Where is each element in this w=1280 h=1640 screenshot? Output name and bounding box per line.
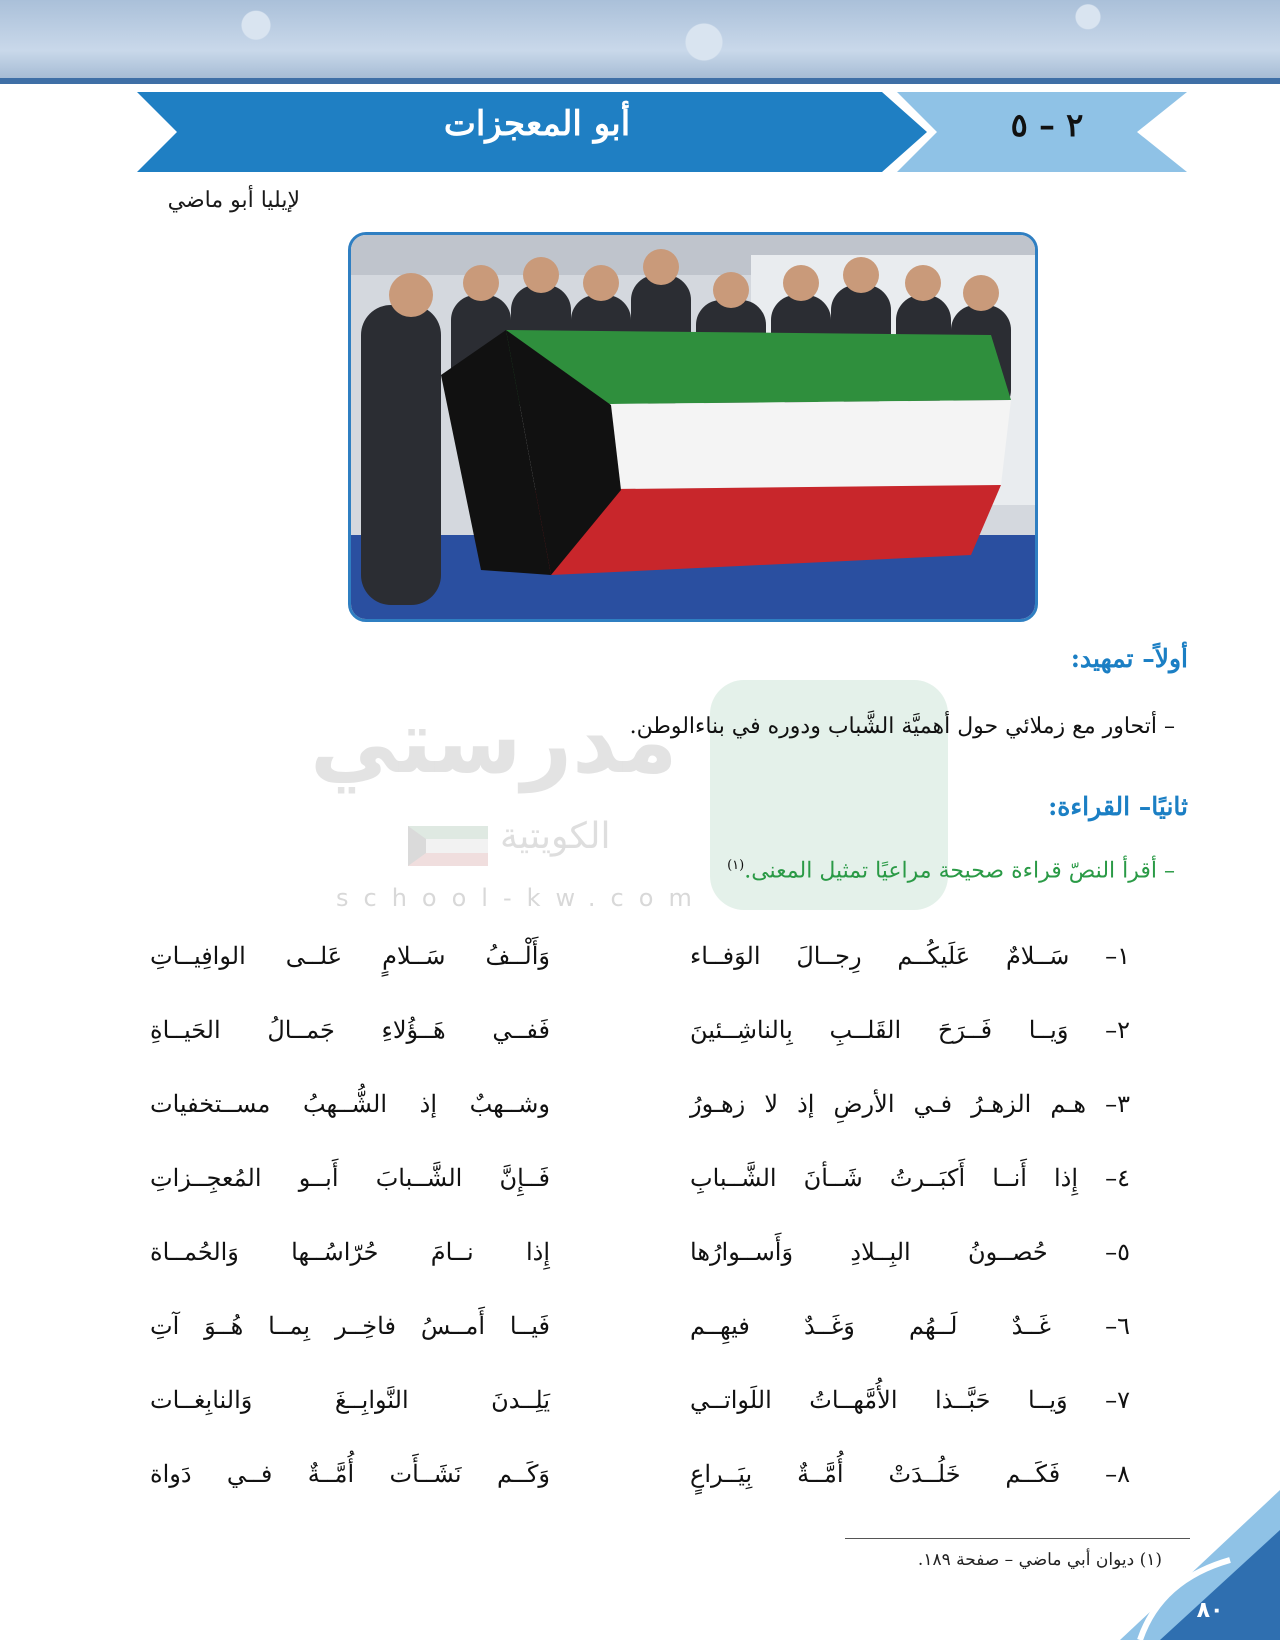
verse-row bbox=[150, 1312, 1130, 1368]
verse-first-hemistich: ٦– غَــدٌ لَــهُم وَغَــدٌ فيهِــم bbox=[690, 1312, 1130, 1340]
poem-author: لإيليا أبو ماضي bbox=[167, 188, 300, 213]
reading-instruction-text: – أقرأ النصّ قراءة صحيحة مراعيًا تمثيل المعنى. bbox=[744, 858, 1175, 884]
verse-row bbox=[150, 1238, 1130, 1294]
verse-second-hemistich: وَأَلْــفُ سَــلامٍ عَلــى الوافِيــاتِ bbox=[150, 942, 550, 970]
intro-text: – أتحاور مع زملائي حول أهميَّة الشَّباب ودوره في بناءالوطن. bbox=[629, 714, 1175, 739]
watermark-subtitle: الكويتية bbox=[500, 816, 611, 857]
verse-row bbox=[150, 1460, 1130, 1516]
verse-second-hemistich: فَــإِنَّ الشَّــبابَ أَبــو المُعجِــزاتِ bbox=[150, 1164, 550, 1192]
verse-row bbox=[150, 1016, 1130, 1072]
verse-row bbox=[150, 1090, 1130, 1146]
verse-second-hemistich: وَكَــم نَشَــأَت أُمَّــةٌ فــي دَواة bbox=[150, 1460, 550, 1488]
verse-second-hemistich: إِذا نــامَ حُرّاسُــها وَالحُمــاة bbox=[150, 1238, 550, 1266]
verse-first-hemistich: ٨– فَكَــم خَلُــدَتْ أُمَّــةٌ بِيَــراعٍ bbox=[690, 1460, 1130, 1488]
kuwait-flag-group-photo-icon bbox=[351, 235, 1035, 619]
verse-first-hemistich: ٢– وَيــا فَــرَحَ القَلــبِ بِالناشِــئينَ bbox=[690, 1016, 1130, 1044]
verse-second-hemistich: وشــهبٌ إذ الشُّــهبُ مســتخفيات bbox=[150, 1090, 550, 1118]
lesson-number: ٢ – ٥ bbox=[1010, 106, 1084, 144]
verse-row bbox=[150, 942, 1130, 998]
verse-first-hemistich: ٥– حُصــونُ البِــلادِ وَأَســوارُها bbox=[690, 1238, 1130, 1266]
lesson-title: أبو المعجزات bbox=[443, 104, 631, 144]
verse-second-hemistich: يَلِــدنَ النَّوابِــغَ وَالنابِغــات bbox=[150, 1386, 550, 1414]
verse-first-hemistich: ٤– إِذا أَنــا أَكبَــرتُ شَــأنَ الشَّــبابِ bbox=[690, 1164, 1130, 1192]
watermark-url: school-kw.com bbox=[336, 884, 707, 912]
page-number: ٨٠ bbox=[1196, 1598, 1224, 1623]
verse-first-hemistich: ١– سَــلامٌ عَلَيكُــم رِجــالَ الوَفــاء bbox=[690, 942, 1130, 970]
verse-second-hemistich: فَفــي هَــؤُلاءِ جَمــالُ الحَيــاةِ bbox=[150, 1016, 550, 1044]
watermark-name: مدرستي bbox=[310, 690, 678, 793]
kuwait-flag-group-photo bbox=[348, 232, 1038, 622]
verse-first-hemistich: ٧– وَيــا حَبَّــذا الأُمَّهــاتُ اللَواتــي bbox=[690, 1386, 1130, 1414]
verse-row bbox=[150, 1386, 1130, 1442]
reading-instruction bbox=[727, 858, 1175, 883]
verse-second-hemistich: فَيــا أَمــسُ فاخِــر بِمــا هُــوَ آتِ bbox=[150, 1312, 550, 1340]
reading-heading: ثانيًا– القراءة: bbox=[1048, 792, 1188, 821]
watermark-flag-icon bbox=[408, 826, 488, 866]
decorative-header-band bbox=[0, 0, 1280, 84]
verse-row bbox=[150, 1164, 1130, 1220]
footnote: (١) ديوان أبي ماضي – صفحة ١٨٩. bbox=[917, 1550, 1162, 1570]
verse-first-hemistich: ٣– هـم الزهـرُ فـي الأرضِ إذ لا زهـورُ bbox=[690, 1090, 1130, 1118]
intro-heading: أولاً– تمهيد: bbox=[1070, 644, 1188, 673]
lesson-title-banner bbox=[137, 92, 1187, 172]
footnote-marker: (١) bbox=[727, 858, 745, 873]
